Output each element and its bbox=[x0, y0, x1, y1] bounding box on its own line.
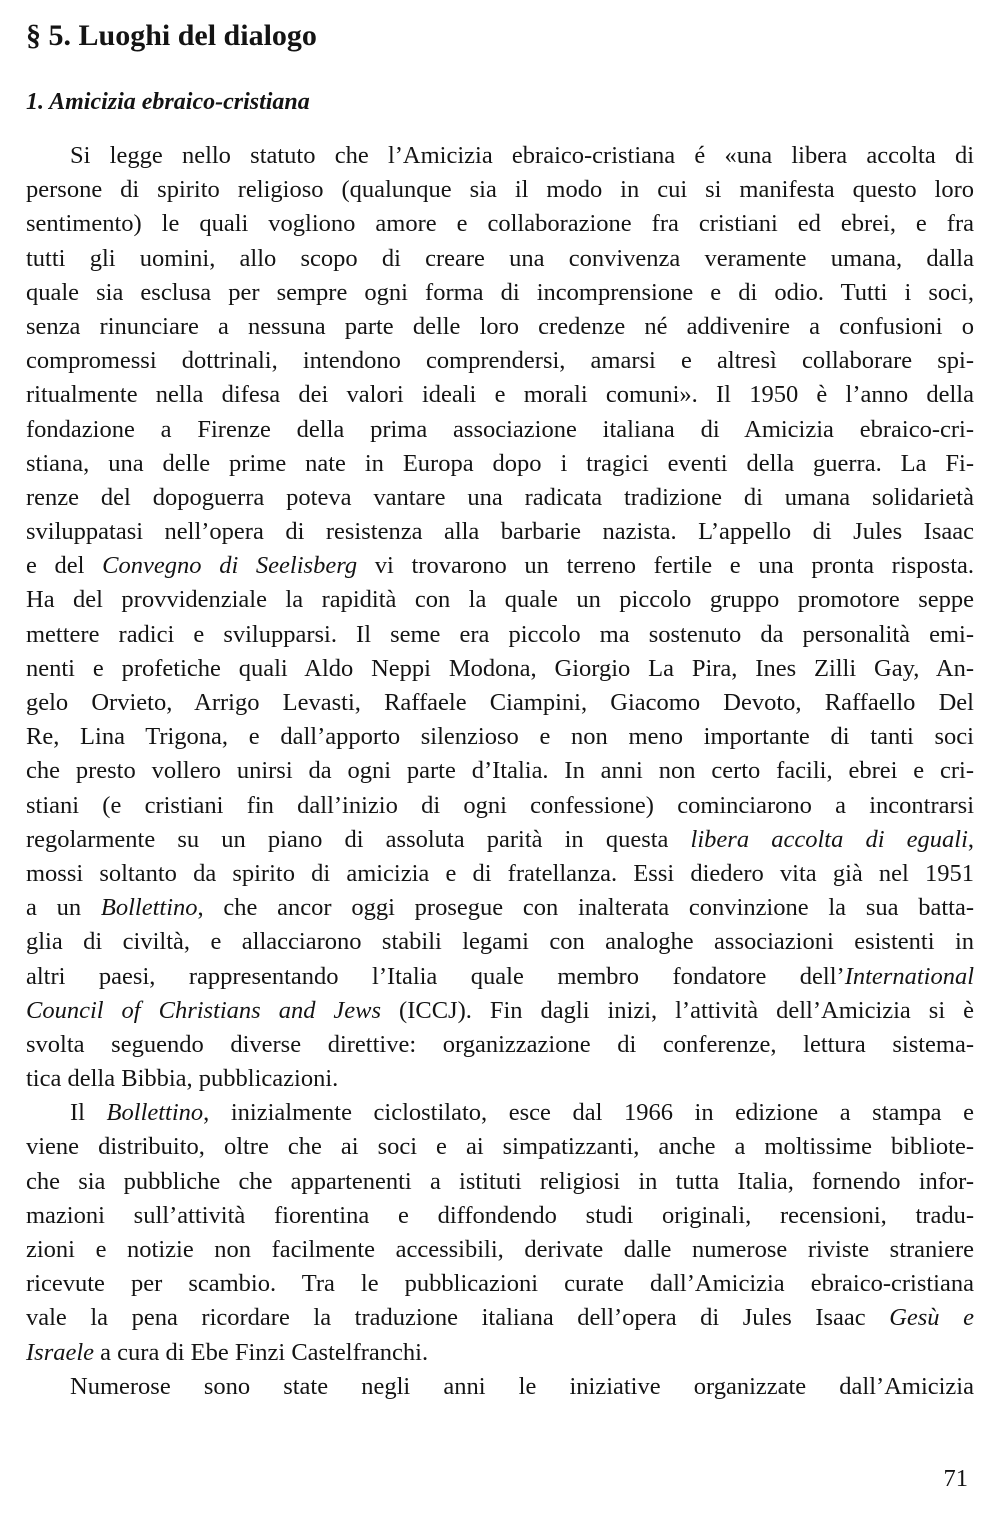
text-line bbox=[26, 789, 974, 823]
text-line bbox=[26, 720, 974, 754]
text-line bbox=[26, 1301, 974, 1335]
text-line bbox=[26, 583, 974, 617]
text-line bbox=[26, 139, 974, 173]
text-run: glia di civiltà, e allacciarono stabili legami con analoghe associazioni esistenti in bbox=[26, 928, 974, 956]
text-run: altri paesi, rappresentando l’Italia quale membro fondatore dell’ bbox=[26, 962, 845, 990]
text-run: mossi soltanto da spirito di amicizia e di fratellanza. Essi diedero vita già nel 1951 bbox=[26, 859, 974, 887]
text-run: (ICCJ). Fin dagli inizi, l’attività dell’Amicizia si è bbox=[381, 996, 974, 1024]
text-run: , bbox=[967, 825, 974, 853]
text-line bbox=[26, 891, 974, 925]
text-run: svolta seguendo diverse direttive: organizzazione di conferenze, lettura sistema- bbox=[26, 1030, 974, 1058]
text-line bbox=[26, 413, 974, 447]
text-line bbox=[26, 1028, 974, 1062]
text-line bbox=[26, 515, 974, 549]
italic-run: Gesù e bbox=[889, 1304, 974, 1332]
text-line bbox=[26, 1096, 974, 1130]
text-line bbox=[26, 447, 974, 481]
text-run: persone di spirito religioso (qualunque sia il modo in cui si manifesta questo loro bbox=[26, 176, 974, 204]
italic-run: Israele bbox=[26, 1338, 95, 1366]
text-line bbox=[26, 242, 974, 276]
text-run: nenti e profetiche quali Aldo Neppi Modona, Giorgio La Pira, Ines Zilli Gay, An- bbox=[26, 654, 974, 682]
text-line bbox=[26, 1130, 974, 1164]
text-run: che sia pubbliche che appartenenti a istituti religiosi in tutta Italia, fornendo infor- bbox=[26, 1167, 974, 1195]
text-line bbox=[26, 378, 974, 412]
text-run: , che ancor oggi prosegue con inalterata convinzione la sua batta- bbox=[197, 894, 975, 922]
italic-run: Council of Christians and Jews bbox=[26, 996, 382, 1024]
text-run: gelo Orvieto, Arrigo Levasti, Raffaele Ciampini, Giacomo Devoto, Raffaello Del bbox=[26, 689, 974, 716]
text-line bbox=[26, 310, 974, 344]
italic-run: International bbox=[844, 962, 974, 990]
text-line bbox=[26, 823, 974, 857]
text-run: viene distribuito, oltre che ai soci e ai simpatizzanti, anche a moltissime bibliote- bbox=[26, 1133, 974, 1161]
italic-run: Convegno di Seelisberg bbox=[102, 552, 358, 580]
text-run: tica della Bibbia, pubblicazioni. bbox=[26, 1065, 339, 1093]
text-line bbox=[26, 344, 974, 378]
text-run: fondazione a Firenze della prima associazione italiana di Amicizia ebraico-cri- bbox=[26, 415, 974, 443]
text-run: stiana, una delle prime nate in Europa dopo i tragici eventi della guerra. La Fi- bbox=[26, 449, 974, 477]
text-run: sentimento) le quali vogliono amore e collaborazione fra cristiani ed ebrei, e fra bbox=[26, 210, 974, 238]
text-run: compromessi dottrinali, intendono comprendersi, amarsi e altresì collaborare spi- bbox=[26, 347, 974, 375]
text-line bbox=[26, 1165, 974, 1199]
text-run: Si legge nello statuto che l’Amicizia ebraico-cristiana é «una libera accolta di bbox=[70, 142, 974, 169]
italic-run: libera accolta di eguali bbox=[690, 825, 968, 853]
text-run: mazioni sull’attività fiorentina e diffondendo studi originali, recensioni, tradu- bbox=[26, 1201, 974, 1229]
text-line bbox=[26, 1267, 974, 1301]
text-line bbox=[26, 1062, 974, 1096]
text-run: sviluppatasi nell’opera di resistenza alla barbarie nazista. L’appello di Jules Isaac bbox=[26, 518, 974, 546]
page-number: 71 bbox=[943, 1465, 968, 1492]
text-line bbox=[26, 207, 974, 241]
text-line bbox=[26, 618, 974, 652]
text-line bbox=[26, 686, 974, 720]
section-title: § 5. Luoghi del dialogo bbox=[26, 19, 317, 52]
text-line bbox=[26, 1370, 974, 1404]
text-line bbox=[26, 1233, 974, 1267]
text-line bbox=[26, 754, 974, 788]
italic-run: Bollettino bbox=[106, 1099, 204, 1127]
text-run: stiani (e cristiani fin dall’inizio di ogni confessione) cominciarono a incontrarsi bbox=[26, 791, 974, 819]
text-line bbox=[26, 1336, 974, 1370]
text-run: che presto vollero unirsi da ogni parte d’Italia. In anni non certo facili, ebrei e cri- bbox=[26, 757, 974, 785]
text-run: tutti gli uomini, allo scopo di creare una convivenza veramente umana, dalla bbox=[26, 244, 974, 272]
text-run: Ha del provvidenziale la rapidità con la quale un piccolo gruppo promotore seppe bbox=[26, 586, 974, 614]
text-run: ritualmente nella difesa dei valori ideali e morali comuni». Il 1950 è l’anno della bbox=[26, 381, 974, 409]
text-run: ricevute per scambio. Tra le pubblicazioni curate dall’Amicizia ebraico-cristiana bbox=[26, 1270, 974, 1298]
text-run: Re, Lina Trigona, e dall’apporto silenzioso e non meno importante di tanti soci bbox=[26, 723, 974, 751]
italic-run: Bollettino bbox=[100, 894, 198, 922]
text-run: senza rinunciare a nessuna parte delle loro credenze né addivenire a confusioni o bbox=[26, 312, 974, 340]
text-run: , inizialmente ciclostilato, esce dal 1966 in edizione a stampa e bbox=[203, 1099, 974, 1127]
body-text bbox=[26, 139, 974, 1404]
text-run: e del bbox=[26, 552, 103, 580]
subsection-title: 1. Amicizia ebraico-cristiana bbox=[26, 89, 310, 115]
text-line bbox=[26, 549, 974, 583]
text-run: regolarmente su un piano di assoluta parità in questa bbox=[26, 825, 691, 853]
text-line bbox=[26, 652, 974, 686]
text-line bbox=[26, 173, 974, 207]
text-line bbox=[26, 276, 974, 310]
text-run: renze del dopoguerra poteva vantare una radicata tradizione di umana solidarietà bbox=[26, 483, 974, 511]
text-line bbox=[26, 960, 974, 994]
text-run: vi trovarono un terreno fertile e una pronta risposta. bbox=[357, 552, 975, 580]
text-run: a cura di Ebe Finzi Castelfranchi. bbox=[94, 1338, 429, 1366]
text-run: zioni e notizie non facilmente accessibili, derivate dalle numerose riviste straniere bbox=[26, 1236, 974, 1263]
text-run: quale sia esclusa per sempre ogni forma di incomprensione e di odio. Tutti i soci, bbox=[26, 278, 974, 306]
text-line bbox=[26, 857, 974, 891]
text-run: mettere radici e svilupparsi. Il seme era piccolo ma sostenuto da personalità emi- bbox=[26, 620, 974, 648]
text-line bbox=[26, 481, 974, 515]
text-run: a un bbox=[26, 894, 101, 922]
text-line bbox=[26, 994, 974, 1028]
text-run: Il bbox=[70, 1099, 107, 1127]
text-run: vale la pena ricordare la traduzione italiana dell’opera di Jules Isaac bbox=[26, 1304, 890, 1332]
text-line bbox=[26, 1199, 974, 1233]
text-run: Numerose sono state negli anni le iniziative organizzate dall’Amicizia bbox=[70, 1372, 974, 1400]
text-line bbox=[26, 925, 974, 959]
